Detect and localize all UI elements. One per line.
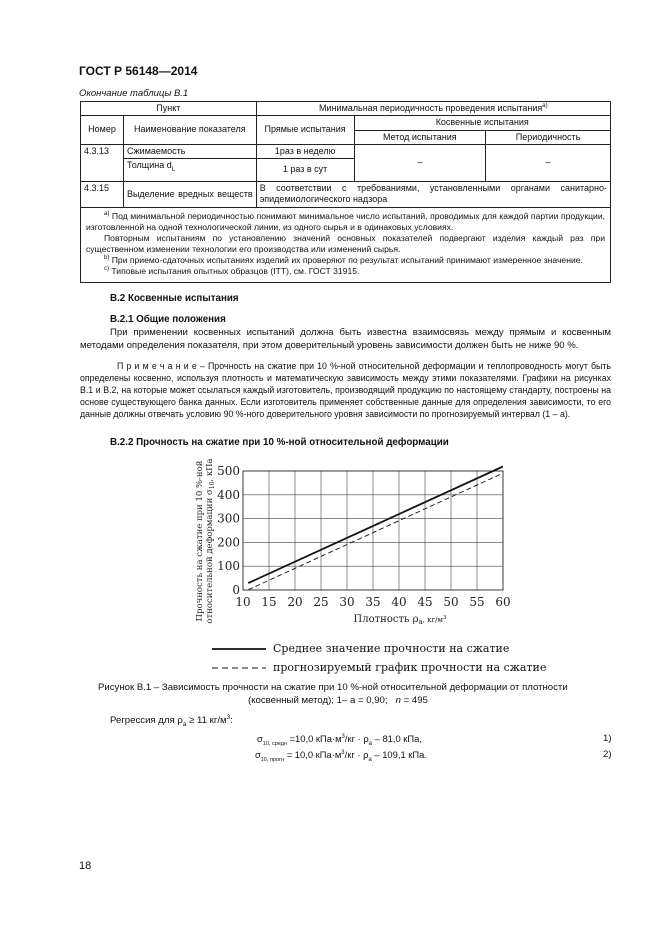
col-direct-tests: Прямые испытания [256, 116, 354, 145]
x-tick-label: 35 [365, 595, 381, 609]
footnote-a-cont: Повторным испытаниям по установлению значений основных показателей подвергают изделия каждый раз при существенном изменении технологии его производства или изменений сырья. [86, 232, 605, 255]
y-tick-label: 500 [217, 464, 240, 478]
note-text: – Прочность на сжатие при 10 %-ной относительной деформации и теплопроводность могут быть определены косвенно, используя плотность и математическую зависимость между этими показателями. Графики на рисунках В.1 и В.2, на которые может ссылаться каждый изготовитель, производящий продукцию по настоящему стандарту, построены на основе существующего банка данных. Если изготовитель применяет собственные данные для определения зависимости, то его данные должны отвечать условию 90 %-ного доверительного уровня зависимости по прогнозируемый интервал (1 – а). [80, 361, 611, 419]
regression-intro: Регрессия для $\rho_а \ge 11$ $кг/м^3$: [110, 714, 233, 729]
y-tick-label: 200 [217, 535, 240, 550]
series-line-mean [248, 466, 503, 583]
col-method: Метод испытания [354, 130, 486, 144]
y-tick-label: 0 [232, 583, 240, 597]
x-tick-label: 15 [261, 595, 277, 609]
requirements-table [80, 101, 611, 283]
x-tick-label: 30 [339, 595, 355, 609]
footnote-b: $^{b)}$ При приемо-сдаточных испытаниях изделий их проверяют по результат испытаний принимают измеренное значение. [104, 255, 583, 266]
x-tick-label: 40 [391, 595, 407, 609]
x-tick-label: 45 [417, 595, 433, 609]
table-caption: Окончание таблицы В.1 [79, 88, 189, 99]
row-frequency: 1 раз в сут [256, 159, 354, 182]
y-axis-label-line1: Прочность на сжатие при 10 %-ной [195, 460, 205, 622]
footnote-c: $^{с)}$ Типовые испытания опытных образцов (ITT), см. ГОСТ 31915. [104, 266, 360, 277]
y-tick-label: 100 [217, 559, 240, 574]
formula-1: $\sigma_{10, средн} =10,0$ $кПа\cdot м^3/кг \cdot \rho_а - 81,0$ кПа, [257, 733, 422, 747]
legend-label-predicted: прогнозируемый график прочности на сжатие [273, 661, 547, 674]
formula-1-number: 1) [603, 733, 612, 744]
x-tick-label: 55 [469, 595, 485, 609]
col-punkt: Пункт [81, 102, 257, 116]
figure-caption-cont: (косвенный метод); 1– а = 0,90; n = 495 [248, 695, 428, 706]
formula-2: $\sigma_{10, прогн} = 10,0$ $кПа\cdot м^3/кг \cdot \rho_а - 109,1$ кПа. [255, 749, 427, 763]
row-frequency: 1раз в неделю [256, 144, 354, 158]
row-name: Выделение вредных веществ [123, 182, 256, 208]
series-line-predicted [248, 473, 503, 590]
row-number: 4.3.15 [81, 182, 124, 208]
section-b21-title: В.2.1 Общие положения [110, 314, 226, 325]
x-tick-label: 20 [287, 595, 303, 609]
row-period-dash: – [486, 144, 611, 181]
col-min-period: Минимальная периодичность проведения испытания$^{а)}$ [256, 102, 610, 116]
row-name: Толщина $d_L$ [123, 159, 256, 182]
footnote-a: $^{а)}$ Под минимальной периодичностью понимают минимальное число испытаний, проводимых для каждой партии продукции, изготовленной на одной технологической линии, из одного сырья и в одинаковых условиях. [86, 210, 606, 232]
x-tick-label: 50 [443, 595, 459, 609]
x-tick-label: 25 [313, 595, 329, 609]
x-tick-label: 60 [495, 595, 511, 609]
x-tick-label: 10 [235, 595, 251, 609]
col-number: Номер [81, 116, 124, 145]
section-b2-title: В.2 Косвенные испытания [110, 293, 239, 304]
col-periodicity: Периодичность [486, 130, 611, 144]
figure-caption: Рисунок В.1 – Зависимость прочности на сжатие при 10 %-ной относительной деформации от плотности [98, 682, 568, 693]
y-axis-label-line2: относительной деформации $\sigma_{10}$, кПа [205, 458, 216, 624]
col-name: Наименование показателя [123, 116, 256, 145]
row-number: 4.3.13 [81, 144, 124, 181]
legend-label-mean: Среднее значение прочности на сжатие [273, 642, 510, 655]
y-tick-label: 400 [217, 487, 240, 502]
document-id: ГОСТ Р 56148—2014 [79, 64, 198, 78]
table-footnotes [81, 207, 611, 282]
note-label: П р и м е ч а н и е [117, 361, 197, 371]
row-method-dash: – [354, 144, 486, 181]
row-requirement: В соответствии с требованиями, установленными органами санитарно-эпидемиологического надзора [256, 182, 610, 208]
col-indirect-tests: Косвенные испытания [354, 116, 611, 130]
strength-density-chart [170, 455, 540, 627]
page-number: 18 [79, 860, 92, 872]
section-b21-paragraph: При применении косвенных испытаний должна быть известна взаимосвязь между прямым и косвенным методами определения показателя, при этом доверительный уровень зависимости должен быть не ниже 90 %. [80, 327, 611, 351]
section-b22-title: В.2.2 Прочность на сжатие при 10 %-ной относительной деформации [110, 437, 449, 448]
y-tick-label: 300 [217, 511, 240, 526]
row-name: Сжимаемость [123, 144, 256, 158]
x-axis-label: Плотность $\rho_а^{, кг/м3}$ [353, 614, 447, 626]
note-paragraph [80, 361, 611, 420]
legend-swatches [212, 643, 267, 673]
formula-2-number: 2) [603, 749, 612, 760]
